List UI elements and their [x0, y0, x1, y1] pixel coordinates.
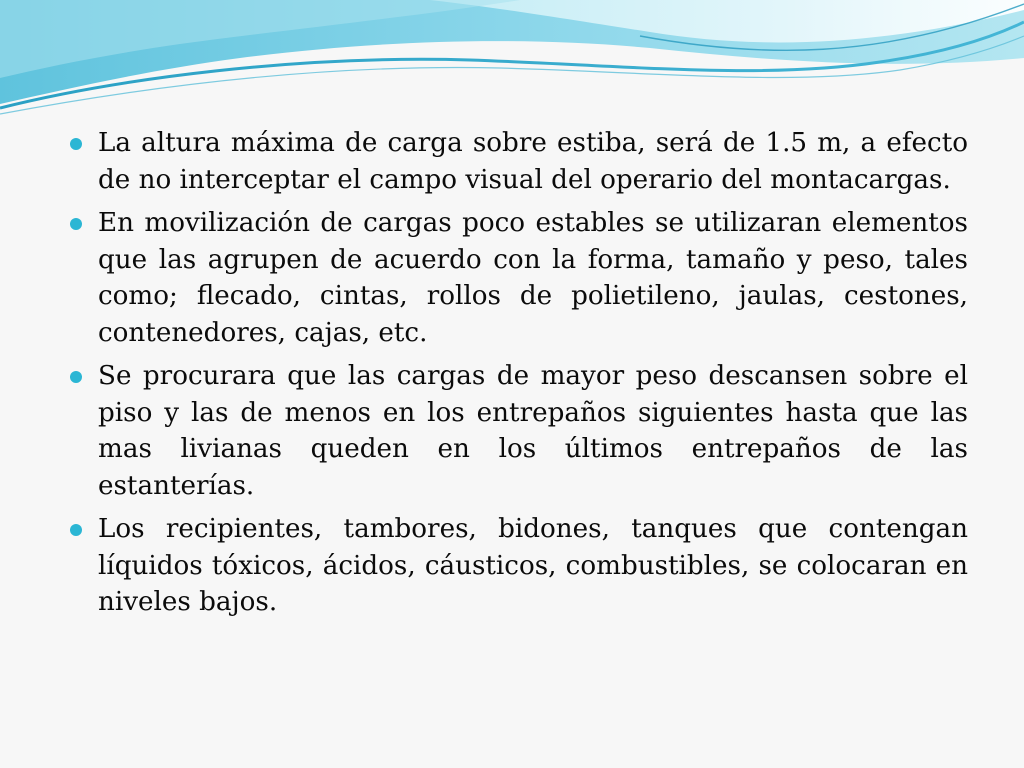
bullet-text-3: Se procurara que las cargas de mayor peso descansen sobre el piso y las de menos en los entrepaños siguientes hasta que las mas livianas queden en los últimos entrepaños de las estanterías.: [98, 361, 968, 501]
bullet-list: [70, 125, 968, 621]
bullet-item-2: [70, 205, 968, 351]
bullet-item-1: [70, 125, 968, 198]
bullet-dot-icon: [70, 138, 82, 150]
bullet-dot-icon: [70, 524, 82, 536]
bullet-dot-icon: [70, 371, 82, 383]
bullet-text-1: La altura máxima de carga sobre estiba, será de 1.5 m, a efecto de no interceptar el campo visual del operario del montacargas.: [98, 128, 968, 195]
bullet-content: [70, 125, 968, 628]
bullet-text-4: Los recipientes, tambores, bidones, tanques que contengan líquidos tóxicos, ácidos, cáusticos, combustibles, se colocaran en niveles bajos.: [98, 514, 968, 617]
bullet-text-2: En movilización de cargas poco estables se utilizaran elementos que las agrupen de acuerdo con la forma, tamaño y peso, tales como; flecado, cintas, rollos de polietileno, jaulas, cestones, contenedores, cajas, etc.: [98, 208, 968, 348]
wave-header-decoration: [0, 0, 1024, 125]
bullet-dot-icon: [70, 218, 82, 230]
bullet-item-3: [70, 358, 968, 504]
bullet-item-4: [70, 511, 968, 621]
